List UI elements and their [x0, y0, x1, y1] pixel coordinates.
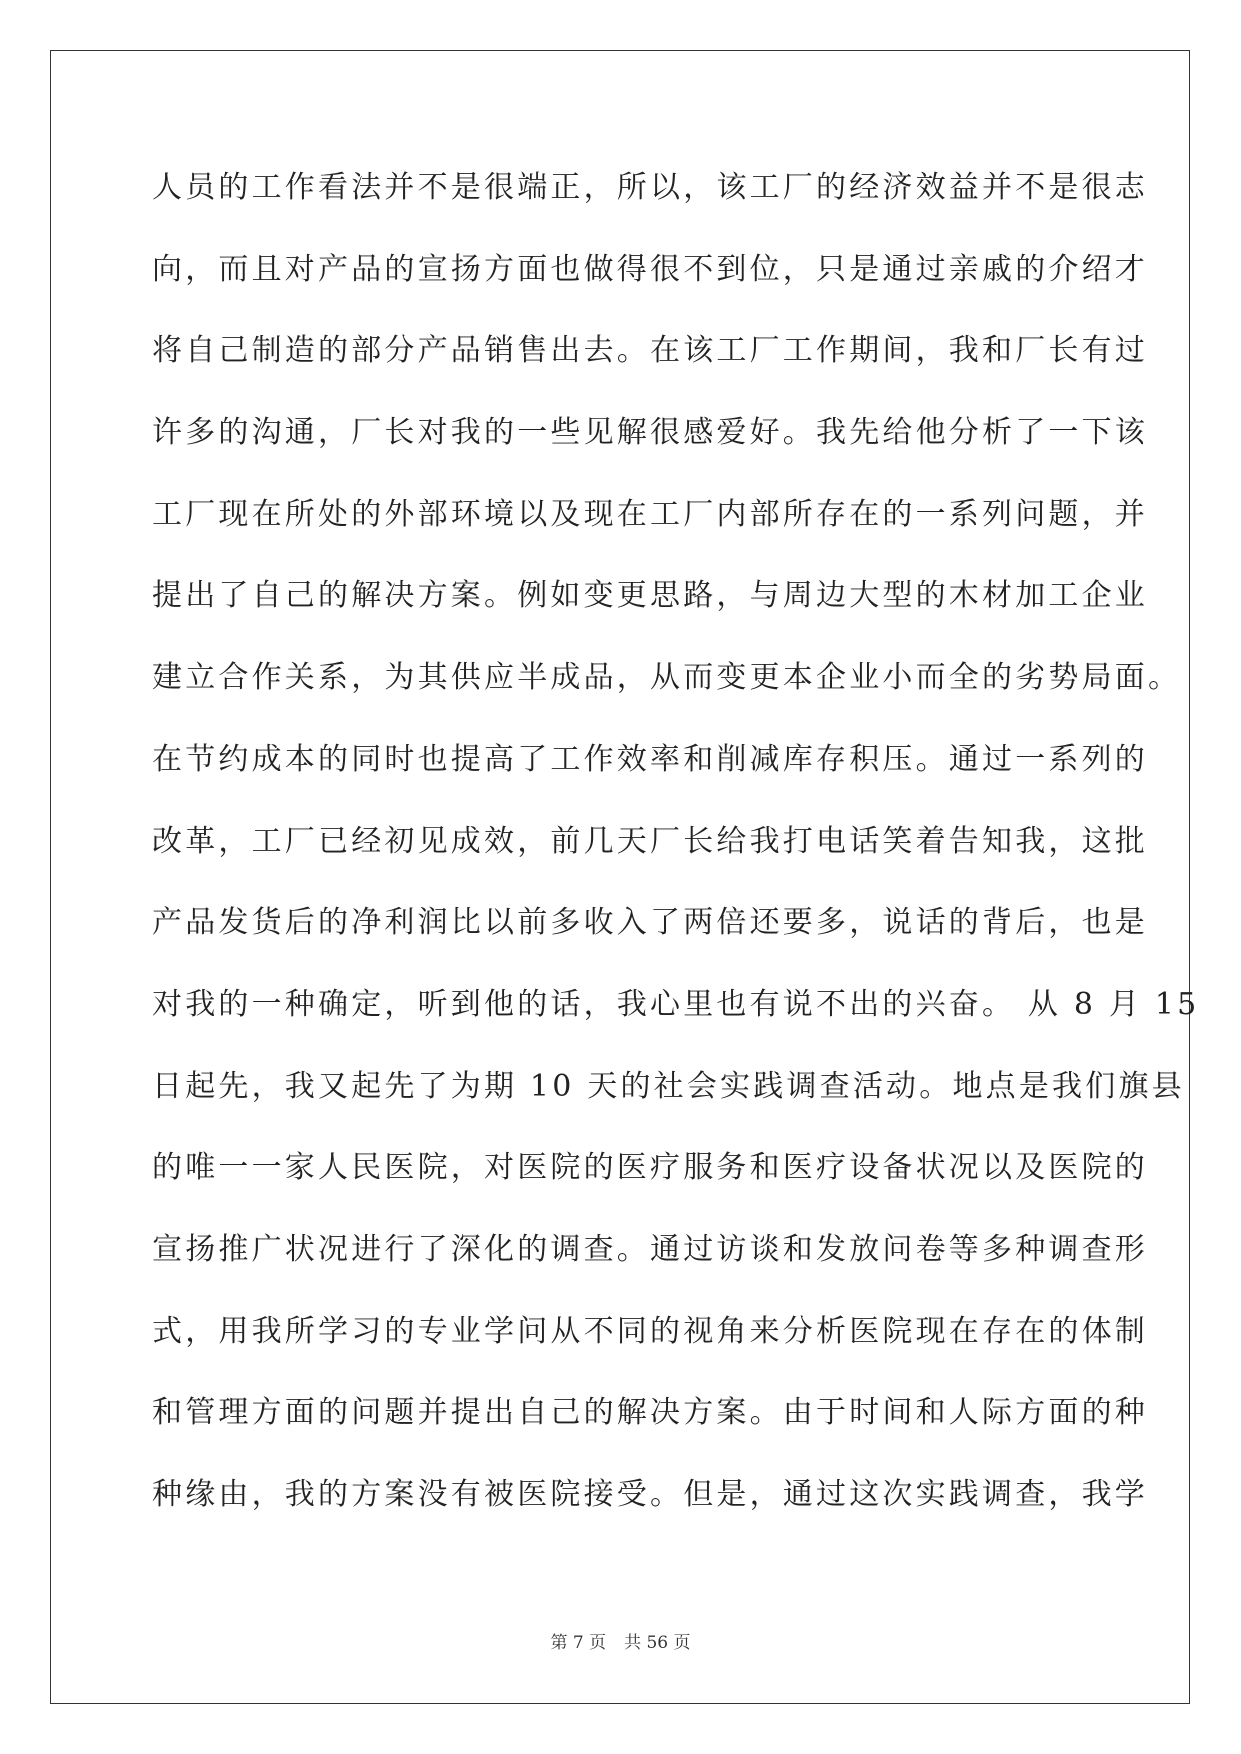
text-line: 种缘由，我的方案没有被医院接受。但是，通过这次实践调查，我学 — [152, 1477, 1148, 1512]
page-number-total: 共 56 页 — [624, 1633, 691, 1653]
text-line: 将自己制造的部分产品销售出去。在该工厂工作期间，我和厂长有过 — [152, 333, 1148, 369]
page-footer — [0, 1628, 1241, 1653]
text-line: 向，而且对产品的宣扬方面也做得很不到位，只是通过亲戚的介绍才 — [152, 251, 1148, 287]
text-line: 改革，工厂已经初见成效，前几天厂长给我打电话笑着告知我，这批 — [152, 823, 1148, 859]
text-line: 提出了自己的解决方案。例如变更思路，与周边大型的木材加工企业 — [152, 578, 1148, 614]
body-text — [152, 168, 1200, 1557]
text-line: 的唯一一家人民医院，对医院的医疗服务和医疗设备状况以及医院的 — [152, 1150, 1148, 1186]
text-line: 建立合作关系，为其供应半成品，从而变更本企业小而全的劣势局面。 — [152, 660, 1182, 696]
text-line: 对我的一种确定，听到他的话，我心里也有说不出的兴奋。 从 8 月 15 — [152, 986, 1200, 1022]
text-line: 式，用我所学习的专业学问从不同的视角来分析医院现在存在的体制 — [152, 1313, 1148, 1349]
text-line: 许多的沟通，厂长对我的一些见解很感爱好。我先给他分析了一下该 — [152, 415, 1148, 451]
text-line: 宣扬推广状况进行了深化的调查。通过访谈和发放问卷等多种调查形 — [152, 1231, 1148, 1267]
text-line: 和管理方面的问题并提出自己的解决方案。由于时间和人际方面的种 — [152, 1395, 1148, 1431]
text-line: 产品发货后的净利润比以前多收入了两倍还要多，说话的背后，也是 — [152, 905, 1148, 941]
text-line: 工厂现在所处的外部环境以及现在工厂内部所存在的一系列问题，并 — [152, 496, 1148, 532]
text-line: 日起先，我又起先了为期 10 天的社会实践调查活动。地点是我们旗县 — [152, 1068, 1185, 1104]
page-number-current: 第 7 页 — [550, 1633, 607, 1653]
text-line: 人员的工作看法并不是很端正，所以，该工厂的经济效益并不是很志 — [152, 170, 1148, 205]
text-line: 在节约成本的同时也提高了工作效率和削减库存积压。通过一系列的 — [152, 741, 1148, 777]
